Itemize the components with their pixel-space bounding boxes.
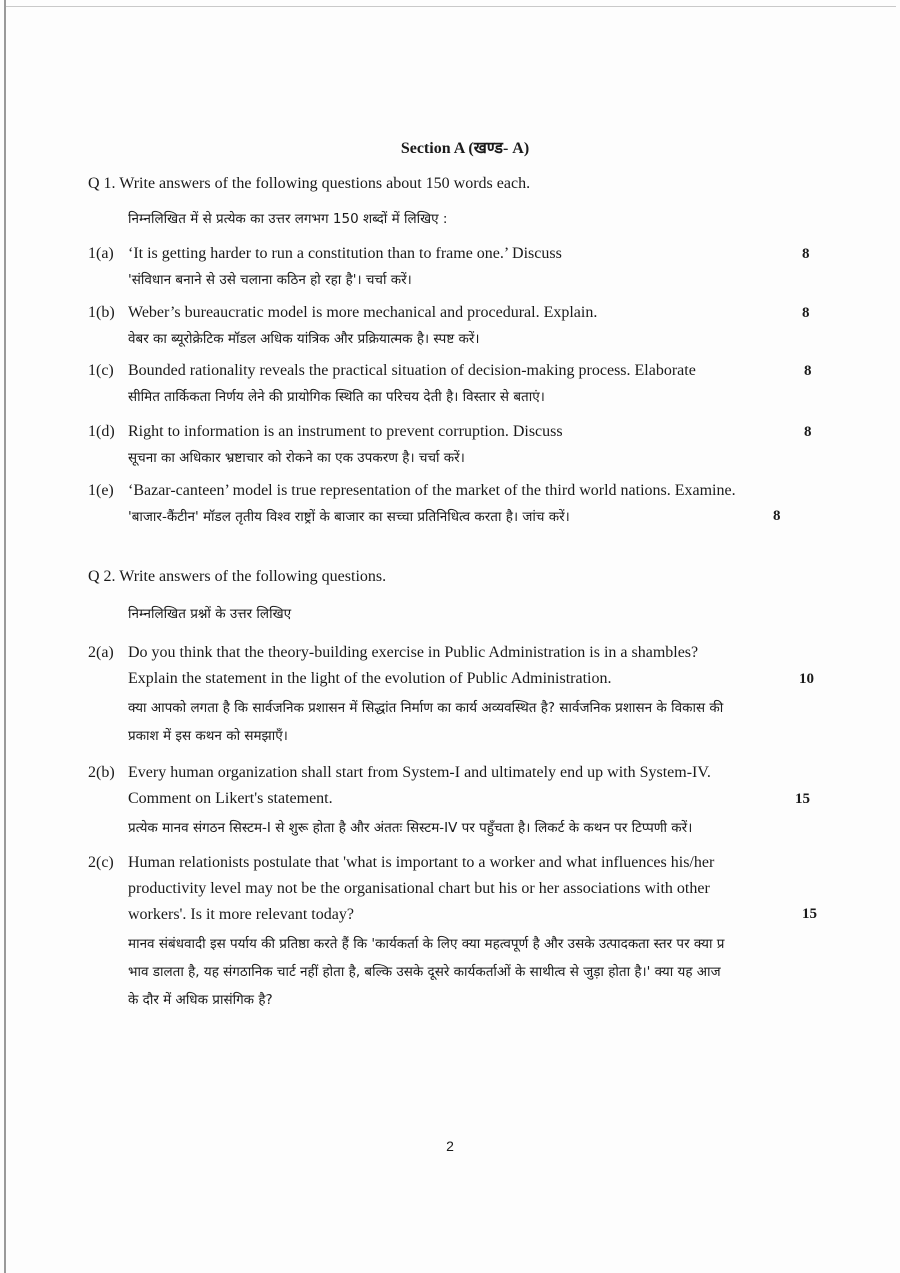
question-number: 2(a) xyxy=(88,644,114,661)
question-text-en-line-2: Explain the statement in the light of the evolution of Public Administration. xyxy=(128,670,612,687)
marks-2a: 10 xyxy=(799,671,814,687)
question-number: 1(c) xyxy=(88,362,114,379)
question-text-hi-line-2: प्रकाश में इस कथन को समझाएँ। xyxy=(128,728,288,744)
question-text-hi-line-1: क्या आपको लगता है कि सार्वजनिक प्रशासन में सिद्धांत निर्माण का कार्य अव्यवस्थित है? सार्वजनिक प्रशासन के विकास की xyxy=(128,700,724,716)
question-text-en: Weber’s bureaucratic model is more mechanical and procedural. Explain. xyxy=(128,304,598,321)
question-text-hi: 'बाजार-कैंटीन' मॉडल तृतीय विश्व राष्ट्रों के बाजार का सच्चा प्रतिनिधित्व करता है। जांच करें। xyxy=(128,509,570,525)
q2-instruction-hindi: निम्नलिखित प्रश्नों के उत्तर लिखिए xyxy=(128,606,292,622)
question-text-en: ‘Bazar-canteen’ model is true representation of the market of the third world nations. Examine. xyxy=(128,482,736,499)
question-text-hi-line-2: भाव डालता है, यह संगठानिक चार्ट नहीं होता है, बल्कि उसके दूसरे कार्यकर्ताओं के साथीत्व से जुड़ा होता है।' क्या यह आज xyxy=(128,964,721,980)
question-text-hi-line-1: प्रत्येक मानव संगठन सिस्टम-I से शुरू होता है और अंततः सिस्टम-IV पर पहुँचता है। लिकर्ट के कथन पर टिप्पणी करें। xyxy=(128,820,693,836)
q2-heading: Q 2. Write answers of the following questions. xyxy=(88,568,387,585)
question-text-hi: सूचना का अधिकार भ्रष्टाचार को रोकने का एक उपकरण है। चर्चा करें। xyxy=(128,450,465,466)
q1-instruction-hindi: निम्नलिखित में से प्रत्येक का उत्तर लगभग 150 शब्दों में लिखिए : xyxy=(128,211,448,227)
page-top-edge xyxy=(6,6,896,7)
question-text-en-line-1: Human relationists postulate that 'what is important to a worker and what influences his/her xyxy=(128,854,715,871)
marks-1e: 8 xyxy=(773,508,781,524)
question-text-en-line-2: productivity level may not be the organisational chart but his or her associations with other xyxy=(128,880,710,897)
question-text-hi: 'संविधान बनाने से उसे चलाना कठिन हो रहा है'। चर्चा करें। xyxy=(128,272,412,288)
page-number: 2 xyxy=(446,1138,454,1154)
marks-1c: 8 xyxy=(804,363,812,379)
question-text-hi-line-1: मानव संबंधवादी इस पर्याय की प्रतिष्ठा करते हैं कि 'कार्यकर्ता के लिए क्या महत्वपूर्ण है और उसके उत्पादकता स्तर पर क्या प्र xyxy=(128,936,725,952)
page-left-edge xyxy=(4,0,6,1273)
q1-heading: Q 1. Write answers of the following questions about 150 words each. xyxy=(88,175,531,192)
question-text-hi: वेबर का ब्यूरोक्रेटिक मॉडल अधिक यांत्रिक और प्रक्रियात्मक है। स्पष्ट करें। xyxy=(128,331,480,347)
marks-1b: 8 xyxy=(802,305,810,321)
question-number: 1(a) xyxy=(88,245,114,262)
question-text-en-line-1: Do you think that the theory-building exercise in Public Administration is in a shambles? xyxy=(128,644,699,661)
question-text-en-line-2: Comment on Likert's statement. xyxy=(128,790,333,807)
marks-1d: 8 xyxy=(804,424,812,440)
question-text-en: Right to information is an instrument to prevent corruption. Discuss xyxy=(128,423,563,440)
section-title: Section A (खण्ड- A) xyxy=(400,140,530,157)
question-number: 1(b) xyxy=(88,304,115,321)
question-text-en-line-1: Every human organization shall start from System-I and ultimately end up with System-IV. xyxy=(128,764,711,781)
question-text-en: ‘It is getting harder to run a constitution than to frame one.’ Discuss xyxy=(128,245,562,262)
question-text-hi-line-3: के दौर में अधिक प्रासंगिक है? xyxy=(128,992,273,1008)
marks-1a: 8 xyxy=(802,246,810,262)
question-number: 1(d) xyxy=(88,423,115,440)
marks-2b: 15 xyxy=(795,791,810,807)
question-text-hi: सीमित तार्किकता निर्णय लेने की प्रायोगिक स्थिति का परिचय देती है। विस्तार से बताएं। xyxy=(128,389,545,405)
marks-2c: 15 xyxy=(802,906,817,922)
question-number: 2(c) xyxy=(88,854,114,871)
question-text-en: Bounded rationality reveals the practical situation of decision-making process. Elaborate xyxy=(128,362,696,379)
question-number: 1(e) xyxy=(88,482,114,499)
question-number: 2(b) xyxy=(88,764,115,781)
question-text-en-line-3: workers'. Is it more relevant today? xyxy=(128,906,354,923)
